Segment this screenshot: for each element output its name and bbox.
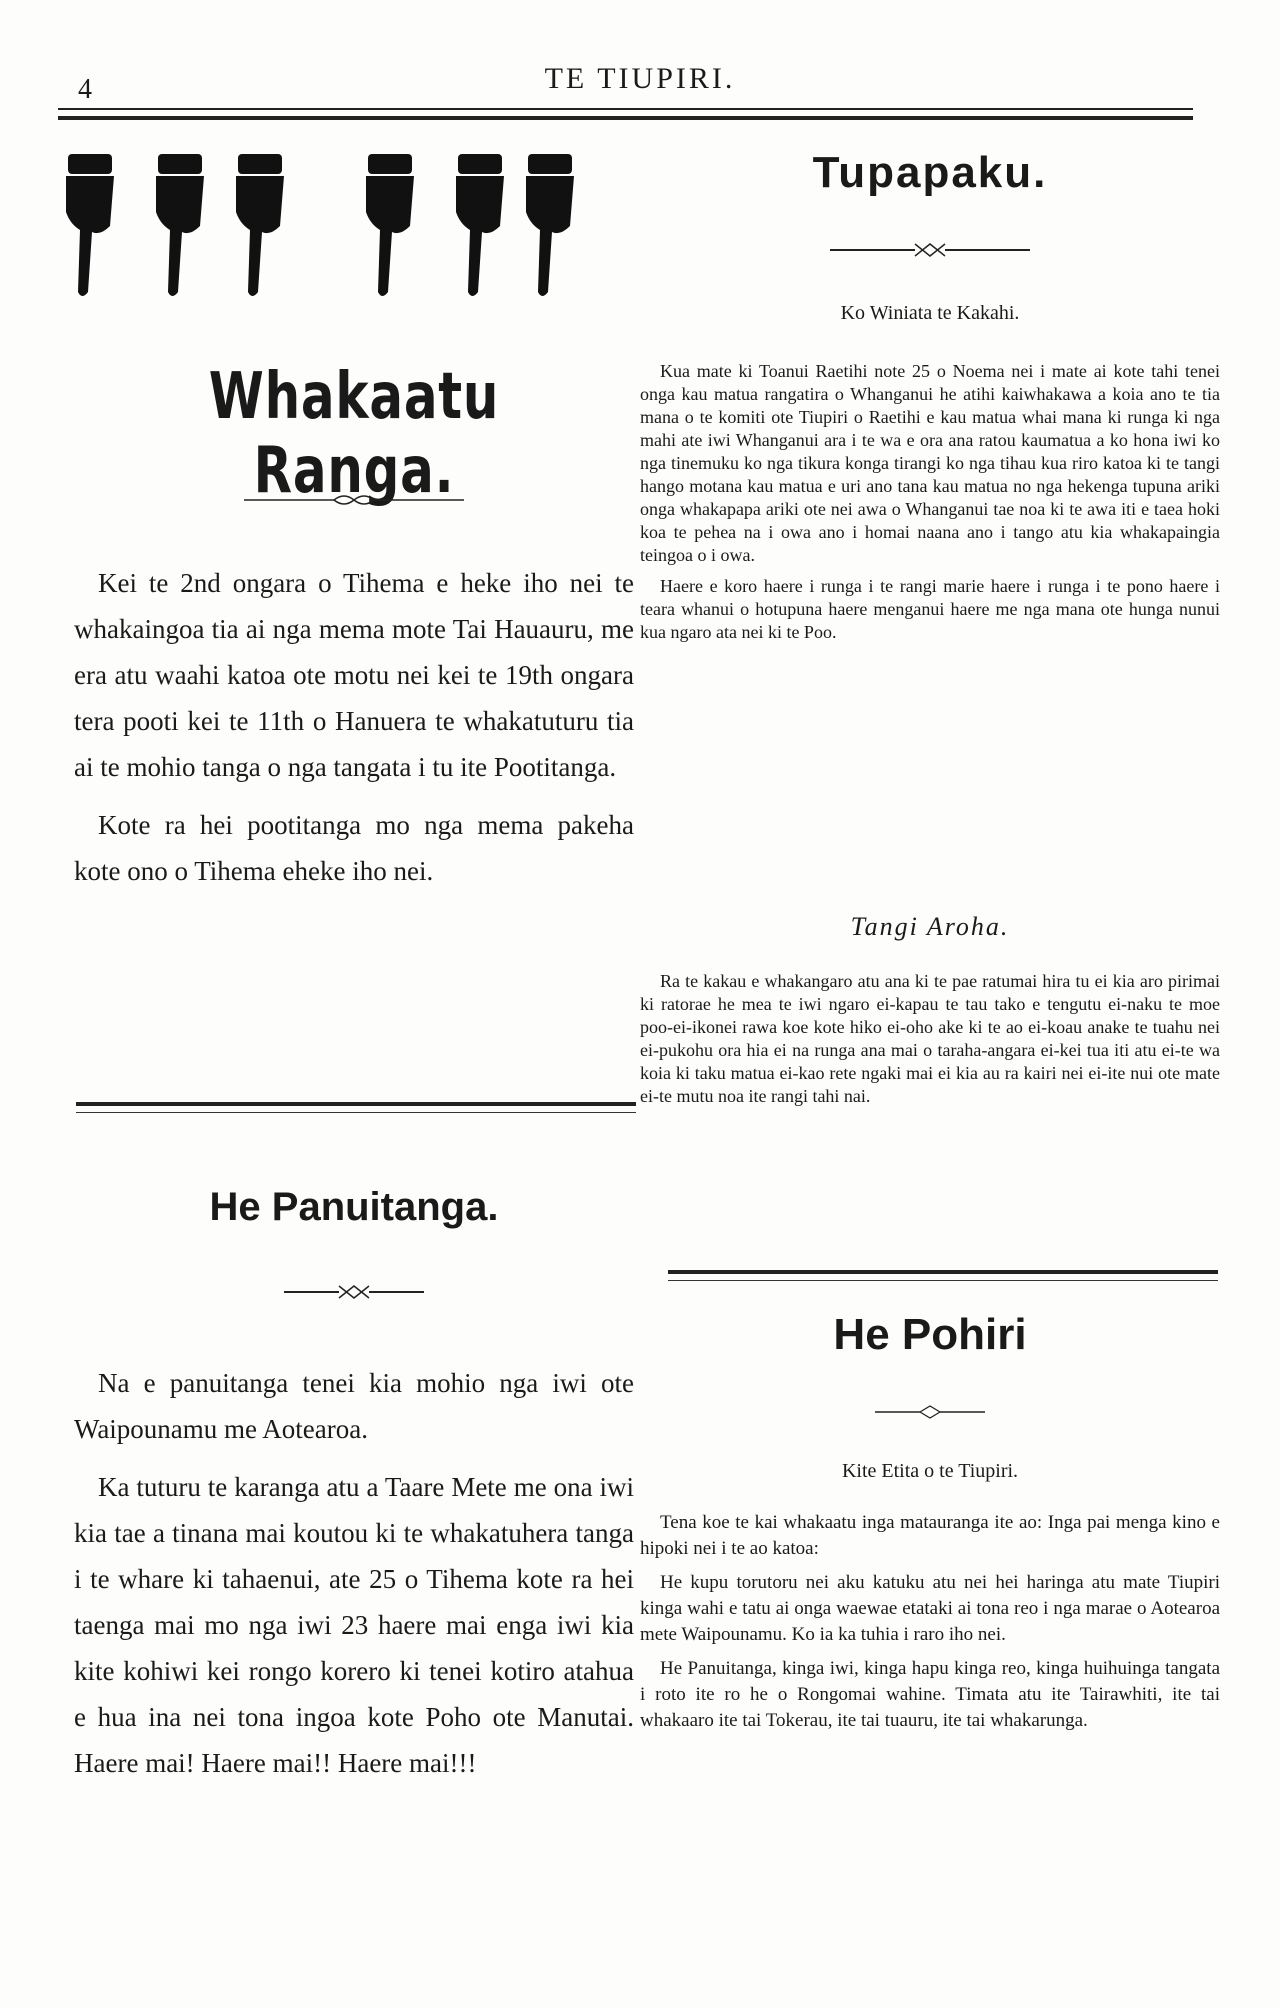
paragraph: He kupu torutoru nei aku katuku atu nei hei haringa atu mate Tiupiri kinga wahi e tatu ai onga waewae etataki ai tona reo i nga marae o Aotearoa mete Waipounamu. Ko ia ka tuhia i raro iho nei. — [640, 1572, 1220, 1645]
section-divider — [76, 1102, 636, 1106]
flourish-ornament — [74, 490, 634, 515]
paragraph: Tena koe te kai whakaatu inga matauranga ite ao: Inga pai menga kino e hipoki nei i te ao katoa: — [640, 1512, 1220, 1559]
whakaatu-ranga-section — [74, 360, 634, 508]
paragraph: Ra te kakau e whakangaro atu ana ki te pae ratumai hira tu ei kia aro pirimai ki ratorae he mea te iwi ngaro ei-kapau te tau tako e tengutu ei-naku te moe poo-ei-ikonei rawa koe kote hiko ei-oho ake ki te ao ei-koau anake te tuahu nei ei-pukohu ora hia ei na runga ana mai o taraha-angara ei-kei tua iti atu ei-te wa koia ki taku matua ei-kao rete ngaki mai ei kia au ra kairi nei ei-ite nui ote mate ei-te mutu noa ite rangi tahi nai. — [640, 971, 1220, 1106]
paragraph: Ka tuturu te karanga atu a Taare Mete me ona iwi kia tae a tinana mai koutou ki te whakatuhera tanga i te whare ki tahaenui, ate 25 o Tihema kote ra hei taenga mai mo nga iwi 23 haere mai enga iwi kia kite kohiwi kei rongo korero ki tenei kotiro atahua e hua ina nei tona ingoa kote Poho ote Manutai. Haere mai! Haere mai!! Haere mai!!! — [74, 1472, 634, 1778]
paragraph: Kei te 2nd ongara o Tihema e heke iho nei te whakaingoa tia ai nga mema mote Tai Hauauru, me era atu waahi katoa ote motu nei kei te 19th ongara tera pooti kei te 11th o Hanuera te whakatuturu tia ai te mohio tanga o nga tangata i tu ite Pootitanga. — [74, 568, 634, 782]
obituary-subhead: Ko Winiata te Kakahi. — [840, 302, 1020, 324]
whakaatu-ranga-body — [74, 560, 634, 906]
letter-body — [640, 1510, 1220, 1742]
pointing-hand-icon — [366, 154, 414, 296]
pointing-hand-icon — [456, 154, 504, 296]
pointing-hand-icon — [236, 154, 284, 296]
pointing-hand-icon — [526, 154, 574, 296]
panuitanga-body — [74, 1360, 634, 1798]
pointing-hands-decoration — [50, 150, 610, 340]
letter-subhead: Kite Etita o te Tiupiri. — [841, 1460, 1019, 1482]
lament-body — [640, 970, 1220, 1116]
paragraph: Kote ra hei pootitanga mo nga mema pakeha kote ono o Tihema eheke iho nei. — [74, 810, 634, 886]
pointing-hand-icon — [66, 154, 114, 296]
obituary-body — [640, 360, 1220, 652]
section-divider-thin — [76, 1112, 636, 1113]
header-rule — [58, 108, 1193, 120]
pointing-hand-icon — [156, 154, 204, 296]
flourish-ornament — [74, 1282, 634, 1307]
flourish-ornament — [640, 1402, 1220, 1427]
section-heading: Whakaatu Ranga. — [208, 360, 500, 508]
flourish-ornament — [640, 240, 1220, 265]
section-heading: He Panuitanga. — [209, 1185, 499, 1229]
page-number: 4 — [78, 74, 92, 105]
running-title: TE TIUPIRI. — [544, 62, 736, 95]
section-divider — [668, 1270, 1218, 1274]
lament-heading: Tangi Aroha. — [850, 912, 1010, 941]
paragraph: Haere e koro haere i runga i te rangi marie haere i runga i te pono haere i teara whanui o hotupuna haere menganui haere me nga mana ote hunga nunui kua ngaro ata nei ki te Poo. — [640, 576, 1220, 642]
section-heading: He Pohiri — [833, 1310, 1027, 1359]
section-divider-thin — [668, 1280, 1218, 1281]
paragraph: Na e panuitanga tenei kia mohio nga iwi ote Waipounamu me Aotearoa. — [74, 1368, 634, 1444]
paragraph: Kua mate ki Toanui Raetihi note 25 o Noema nei i mate ai kote tahi tenei onga kau matua rangatira o Whanganui he atihi kaiwhakawa a koia ano te tia mana o te komiti ote Tiupiri o Raetihi e kau matua whai mana ki runga ki nga mahi ate iwi Whanganui ara i te wa e ora ana ratou kaumatua a ko hona iwi ko nga tinemuku ko nga tikura konga tirangi ko nga tihau kua riro katoa ki te tangi hango motana kau matua e uri ano tana kau matua no nga hekenga tupuna ariki onga whakapapa ariki ote nei awa o Whanganui tae noa ki te awa iti e taea hoki koa te pehea na i owa ano i homai naana ano i tango atu kia whakapaingia teingoa o i owa. — [640, 361, 1220, 565]
paragraph: He Panuitanga, kinga iwi, kinga hapu kinga reo, kinga huihuinga tangata i roto ite ro he o Rongomai wahine. Timata atu ite Tairawhiti, ite tai whakaaro ite tai Tokerau, ite tai tuauru, ite tai whakarunga. — [640, 1658, 1220, 1731]
section-heading: Tupapaku. — [812, 148, 1048, 197]
